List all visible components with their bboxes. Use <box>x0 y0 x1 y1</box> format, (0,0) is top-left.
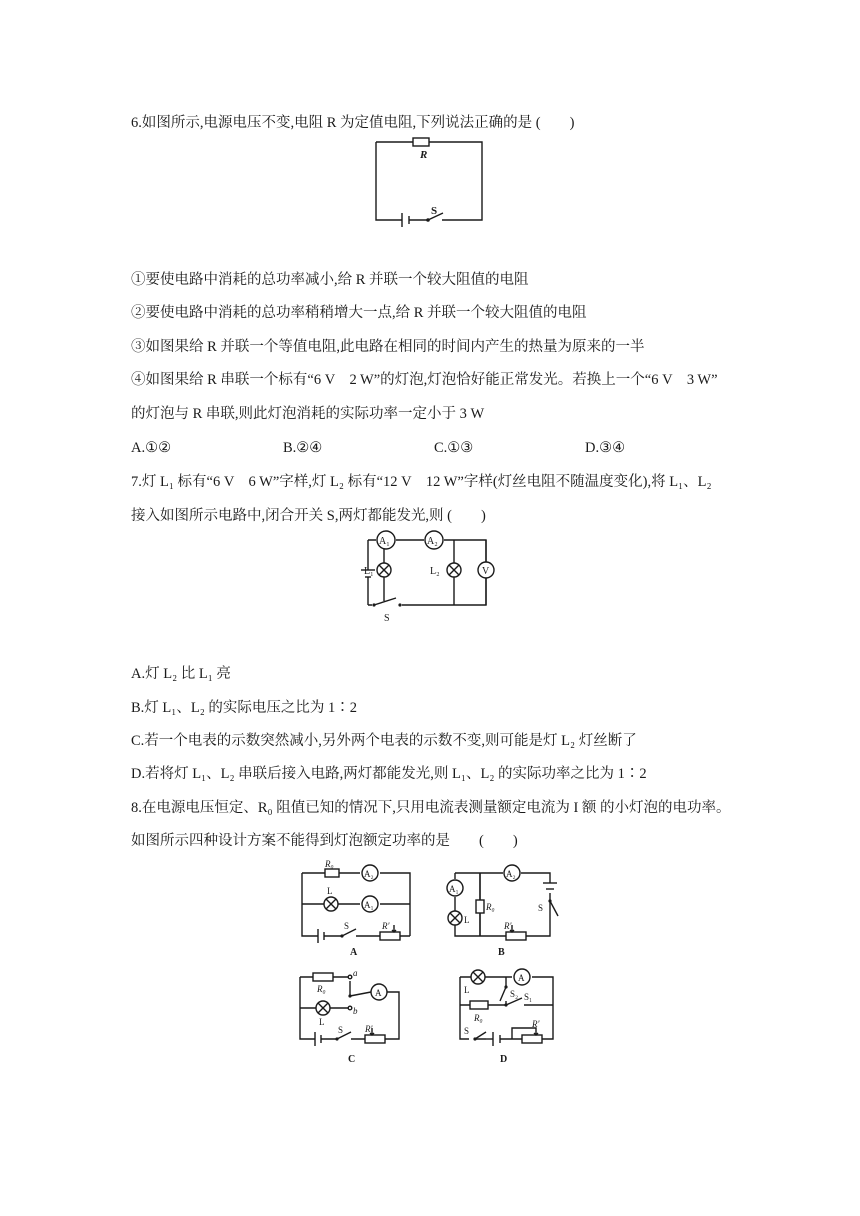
q7-stem-line-2: 接入如图所示电路中,闭合开关 S,两灯都能发光,则 ( ) <box>131 508 486 524</box>
caption-d: D <box>500 1054 508 1065</box>
label-r0: R₀ <box>474 1013 483 1023</box>
label-a: a <box>353 968 358 978</box>
label-r: R <box>420 149 428 161</box>
q7-option-a: A.灯 L₂ 比 L₁ 亮 <box>131 666 231 682</box>
label-r-prime: R' <box>504 921 512 931</box>
q6-statement-4a: ④如图果给 R 串联一个标有“6 V 2 W”的灯泡,灯泡恰好能正常发光。若换上一个“6 V 3 W” <box>131 372 718 388</box>
q6-stem: 6.如图所示,电源电压不变,电阻 R 为定值电阻,下列说法正确的是 ( ) <box>131 115 575 131</box>
resistor-r <box>413 138 429 146</box>
q6-statement-3: ③如图果给 R 并联一个等值电阻,此电路在相同的时间内产生的热量为原来的一半 <box>131 339 645 355</box>
q8-stem-line-2: 如图所示四种设计方案不能得到灯泡额定功率的是 ( ) <box>131 833 518 849</box>
q8-stem-line-1: 8.在电源电压恒定、R₀ 阻值已知的情况下,只用电流表测量额定电流为 I 额 的小灯泡的电功率。 <box>131 800 731 816</box>
q6-option-b: B.②④ <box>283 440 323 456</box>
label-l: L <box>327 886 333 896</box>
label-s: S <box>384 613 390 624</box>
q6-option-c: C.①③ <box>434 440 474 456</box>
q8-figure-b <box>440 863 560 958</box>
label-s1: S₁ <box>524 992 533 1002</box>
label-r0: R₀ <box>486 902 495 912</box>
label-a1: A₁ <box>449 884 459 894</box>
label-s: S <box>538 903 544 913</box>
label-a2: A₂ <box>427 536 438 547</box>
q6-option-a: A.①② <box>131 440 172 456</box>
caption-c: C <box>348 1054 356 1065</box>
label-r0: R₀ <box>317 984 326 994</box>
q8-figure-d <box>450 967 565 1067</box>
label-r-prime: R' <box>532 1019 540 1029</box>
label-a2: A₂ <box>364 869 374 879</box>
q6-statement-4b: 的灯泡与 R 串联,则此灯泡消耗的实际功率一定小于 3 W <box>131 406 485 422</box>
q7-option-c: C.若一个电表的示数突然减小,另外两个电表的示数不变,则可能是灯 L₂ 灯丝断了 <box>131 733 637 749</box>
label-a1: A₁ <box>364 900 374 910</box>
caption-b: B <box>498 947 505 958</box>
q7-option-d: D.若将灯 L₁、L₂ 串联后接入电路,两灯都能发光,则 L₁、L₂ 的实际功率之比为 1∶2 <box>131 766 647 782</box>
q6-statement-1: ①要使电路中消耗的总功率减小,给 R 并联一个较大阻值的电阻 <box>131 272 529 288</box>
contact-b <box>348 1006 352 1010</box>
label-s: S <box>338 1025 344 1035</box>
q8-figure-a <box>300 859 415 958</box>
label-l2: L₂ <box>430 566 440 577</box>
contact-a <box>348 975 352 979</box>
resistor-r0 <box>470 1001 488 1009</box>
rheostat-r-prime <box>380 932 400 940</box>
label-v: V <box>482 566 490 577</box>
label-l: L <box>319 1017 325 1027</box>
label-r-prime: R' <box>382 921 390 931</box>
q6-statement-2: ②要使电路中消耗的总功率稍稍增大一点,给 R 并联一个较大阻值的电阻 <box>131 305 587 321</box>
label-l1: L₁ <box>364 566 374 577</box>
resistor-r0 <box>325 869 339 877</box>
q7-stem-line-1: 7.灯 L₁ 标有“6 V 6 W”字样,灯 L₂ 标有“12 V 12 W”字样(灯丝电阻不随温度变化),将 L₁、L₂ <box>131 474 712 490</box>
label-a2: A₂ <box>506 869 516 879</box>
rheostat-r-prime <box>365 1035 385 1043</box>
label-l: L <box>464 985 470 995</box>
label-s: S <box>464 1026 470 1036</box>
label-s: S <box>431 205 438 217</box>
label-a-meter: A <box>518 973 525 983</box>
label-a-meter: A <box>375 988 382 998</box>
q6-option-d: D.③④ <box>585 440 626 456</box>
label-s2: S₂ <box>510 989 519 999</box>
caption-a: A <box>350 947 358 958</box>
q8-figure-c <box>295 967 415 1067</box>
rheostat-r-prime <box>522 1035 542 1043</box>
label-b: b <box>353 1006 358 1016</box>
label-s: S <box>344 921 350 931</box>
resistor-r0 <box>313 973 333 981</box>
label-l: L <box>464 915 470 925</box>
q7-circuit-diagram <box>366 530 496 625</box>
label-r-prime: R' <box>365 1024 373 1034</box>
resistor-r0 <box>476 900 484 913</box>
q7-option-b: B.灯 L₁、L₂ 的实际电压之比为 1∶2 <box>131 700 357 716</box>
label-a1: A₁ <box>379 536 390 547</box>
q6-circuit-diagram <box>372 138 487 228</box>
rheostat-r-prime <box>506 932 526 940</box>
label-r0: R₀ <box>325 859 334 869</box>
